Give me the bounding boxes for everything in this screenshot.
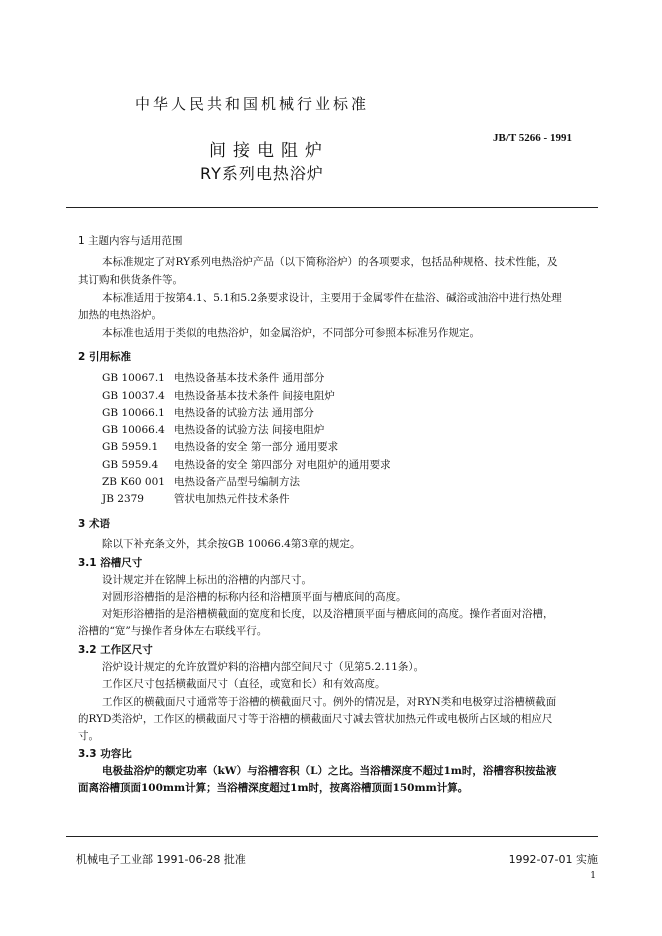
implementation-date: 1992-07-01 实施	[508, 853, 598, 866]
reference-title: 电热设备基本技术条件 通用部分	[174, 372, 325, 384]
section-1-heading: 1 主题内容与适用范围	[78, 235, 183, 247]
reference-item	[102, 440, 338, 454]
reference-item	[102, 389, 335, 403]
page-number: 1	[590, 871, 596, 881]
section-3-heading: 3 术语	[78, 518, 110, 530]
reference-item	[102, 371, 324, 385]
standard-number: JB/T 5266 - 1991	[493, 132, 572, 144]
reference-code: GB 5959.4	[102, 459, 159, 471]
section-2-heading: 2 引用标准	[78, 351, 131, 363]
s33-paragraph-1b: 面离浴槽顶面100mm计算；当浴槽深度超过1m时，按离浴槽顶面150mm计算。	[78, 782, 469, 794]
s33-paragraph-1a: 电极盐浴炉的额定功率（kW）与浴槽容积（L）之比。当浴槽深度不超过1m时，浴槽容积按盐液	[102, 765, 557, 777]
s31-paragraph-2: 对圆形浴槽指的是浴槽的标称内径和浴槽顶平面与槽底间的高度。	[102, 591, 407, 603]
title-line-1: 间接电阻炉	[209, 141, 329, 161]
reference-code: GB 10066.1	[102, 407, 165, 419]
s32-paragraph-3c: 寸。	[78, 730, 99, 742]
section-3-3-heading: 3.3 功容比	[78, 748, 132, 760]
s1-paragraph-1b: 其订购和供货条件等。	[78, 274, 183, 286]
reference-code: ZB K60 001	[102, 476, 165, 488]
reference-code: GB 10066.4	[102, 424, 165, 436]
approval-date: 机械电子工业部 1991-06-28 批准	[76, 853, 246, 866]
reference-title: 电热设备基本技术条件 间接电阻炉	[174, 390, 335, 402]
s1-paragraph-2a: 本标准适用于按第4.1、5.1和5.2条要求设计，主要用于金属零件在盐浴、碱浴或油浴中进行热处理	[102, 292, 562, 304]
section-3-1-heading: 3.1 浴槽尺寸	[78, 557, 143, 569]
s31-paragraph-3b: 浴槽的“宽”与操作者身体左右联线平行。	[78, 625, 268, 637]
reference-title: 电热设备的试验方法 通用部分	[174, 407, 314, 419]
reference-item	[102, 423, 324, 437]
s1-paragraph-1a: 本标准规定了对RY系列电热浴炉产品（以下简称浴炉）的各项要求，包括品种规格、技术性能，及	[102, 256, 558, 268]
footer-rule	[66, 836, 598, 837]
title-line-2: RY系列电热浴炉	[200, 164, 324, 183]
reference-item	[102, 406, 314, 420]
s32-paragraph-1: 浴炉设计规定的允许放置炉料的浴槽内部空间尺寸（见第5.2.11条）。	[102, 661, 425, 673]
s32-paragraph-2: 工作区尺寸包括横截面尺寸（直径，或宽和长）和有效高度。	[102, 678, 386, 690]
reference-title: 电热设备的安全 第四部分 对电阻炉的通用要求	[174, 459, 391, 471]
reference-item	[102, 475, 300, 489]
reference-code: GB 10037.4	[102, 390, 165, 402]
s1-paragraph-2b: 加热的电热浴炉。	[78, 309, 162, 321]
industry-standard-header: 中华人民共和国机械行业标准	[135, 95, 370, 113]
s32-paragraph-3b: 的RYD类浴炉，工作区的横截面尺寸等于浴槽的横截面尺寸减去管状加热元件或电极所占区域的相应尺	[78, 713, 553, 725]
reference-code: GB 5959.1	[102, 441, 159, 453]
header-rule	[66, 207, 598, 208]
reference-item	[102, 458, 391, 472]
reference-item	[102, 492, 290, 506]
reference-title: 管状电加热元件技术条件	[174, 493, 290, 505]
s31-paragraph-3a: 对矩形浴槽指的是浴槽横截面的宽度和长度，以及浴槽顶平面与槽底间的高度。操作者面对浴槽，	[102, 608, 554, 620]
reference-code: JB 2379	[102, 493, 144, 505]
s32-paragraph-3a: 工作区的横截面尺寸通常等于浴槽的横截面尺寸。例外的情况是，对RYN类和电极穿过浴槽横截面	[102, 696, 557, 708]
s1-paragraph-3: 本标准也适用于类似的电热浴炉，如金属浴炉，不同部分可参照本标准另作规定。	[102, 327, 480, 339]
reference-title: 电热设备的试验方法 间接电阻炉	[174, 424, 325, 436]
reference-title: 电热设备的安全 第一部分 通用要求	[174, 441, 339, 453]
reference-code: GB 10067.1	[102, 372, 165, 384]
s3-intro: 除以下补充条文外，其余按GB 10066.4第3章的规定。	[102, 538, 361, 550]
section-3-2-heading: 3.2 工作区尺寸	[78, 644, 153, 656]
reference-title: 电热设备产品型号编制方法	[174, 476, 300, 488]
s31-paragraph-1: 设计规定并在铭牌上标出的浴槽的内部尺寸。	[102, 574, 312, 586]
